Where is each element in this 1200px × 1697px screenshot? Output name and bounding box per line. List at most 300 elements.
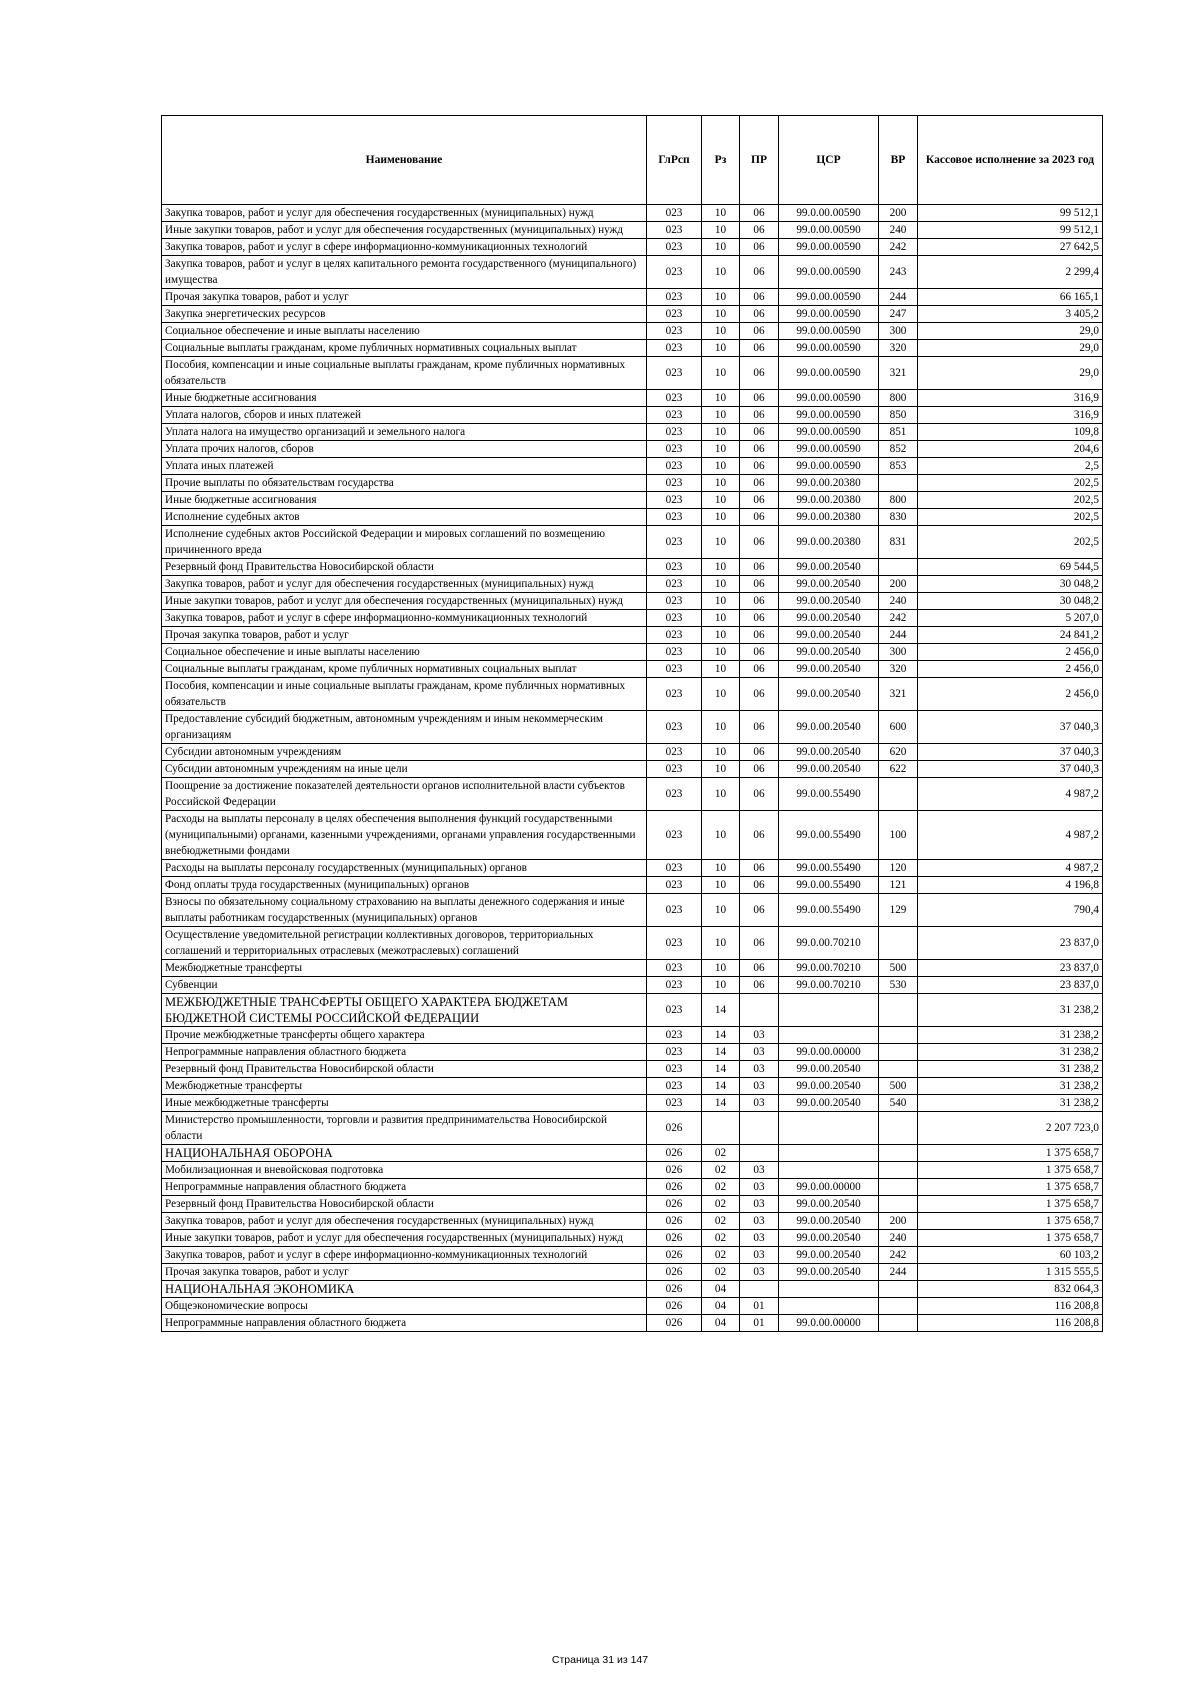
table-row	[162, 1162, 1103, 1179]
cell-pr	[740, 1112, 779, 1145]
cell-pr: 03	[740, 1247, 779, 1264]
cell-glrsp: 023	[647, 894, 702, 927]
table-row	[162, 492, 1103, 509]
cell-glrsp: 026	[647, 1162, 702, 1179]
cell-vr: 600	[879, 711, 918, 744]
cell-csr: 99.0.00.00000	[779, 1179, 879, 1196]
cell-amount: 37 040,3	[918, 761, 1103, 778]
cell-amount: 31 238,2	[918, 1078, 1103, 1095]
cell-csr: 99.0.00.20540	[779, 1230, 879, 1247]
cell-glrsp: 023	[647, 205, 702, 222]
cell-pr: 06	[740, 711, 779, 744]
cell-name: НАЦИОНАЛЬНАЯ ЭКОНОМИКА	[162, 1281, 647, 1298]
cell-glrsp: 023	[647, 661, 702, 678]
cell-vr: 240	[879, 593, 918, 610]
cell-glrsp: 023	[647, 1095, 702, 1112]
cell-vr: 850	[879, 407, 918, 424]
table-row	[162, 357, 1103, 390]
cell-rz: 10	[702, 475, 740, 492]
cell-glrsp: 023	[647, 475, 702, 492]
cell-name: Иные бюджетные ассигнования	[162, 492, 647, 509]
table-row	[162, 661, 1103, 678]
cell-amount: 3 405,2	[918, 306, 1103, 323]
cell-pr: 06	[740, 661, 779, 678]
cell-glrsp: 023	[647, 441, 702, 458]
cell-name: Уплата налогов, сборов и иных платежей	[162, 407, 647, 424]
cell-vr: 100	[879, 811, 918, 860]
cell-csr: 99.0.00.00590	[779, 289, 879, 306]
cell-amount: 5 207,0	[918, 610, 1103, 627]
cell-vr	[879, 1179, 918, 1196]
cell-csr: 99.0.00.20540	[779, 744, 879, 761]
cell-glrsp: 023	[647, 1061, 702, 1078]
cell-amount: 37 040,3	[918, 711, 1103, 744]
cell-amount: 24 841,2	[918, 627, 1103, 644]
cell-rz: 10	[702, 239, 740, 256]
cell-amount: 1 315 555,5	[918, 1264, 1103, 1281]
cell-vr: 300	[879, 644, 918, 661]
table-row	[162, 960, 1103, 977]
cell-rz: 10	[702, 678, 740, 711]
cell-vr: 853	[879, 458, 918, 475]
cell-name: Закупка товаров, работ и услуг для обеспечения государственных (муниципальных) нужд	[162, 1213, 647, 1230]
cell-pr: 03	[740, 1264, 779, 1281]
cell-csr: 99.0.00.00590	[779, 458, 879, 475]
cell-name: Расходы на выплаты персоналу государственных (муниципальных) органов	[162, 860, 647, 877]
cell-vr: 540	[879, 1095, 918, 1112]
cell-rz: 10	[702, 627, 740, 644]
cell-name: НАЦИОНАЛЬНАЯ ОБОРОНА	[162, 1145, 647, 1162]
cell-name: Иные закупки товаров, работ и услуг для обеспечения государственных (муниципальных) нужд	[162, 593, 647, 610]
table-row	[162, 1315, 1103, 1332]
cell-pr	[740, 1281, 779, 1298]
cell-vr	[879, 994, 918, 1027]
cell-glrsp: 023	[647, 960, 702, 977]
cell-rz: 10	[702, 390, 740, 407]
cell-name: Резервный фонд Правительства Новосибирской области	[162, 559, 647, 576]
cell-vr: 321	[879, 678, 918, 711]
cell-pr: 03	[740, 1027, 779, 1044]
cell-amount: 202,5	[918, 509, 1103, 526]
cell-csr: 99.0.00.55490	[779, 894, 879, 927]
cell-csr	[779, 994, 879, 1027]
cell-pr: 06	[740, 811, 779, 860]
cell-glrsp: 023	[647, 1044, 702, 1061]
cell-amount: 116 208,8	[918, 1298, 1103, 1315]
cell-rz: 14	[702, 1044, 740, 1061]
table-row	[162, 711, 1103, 744]
cell-csr: 99.0.00.55490	[779, 778, 879, 811]
cell-pr: 06	[740, 644, 779, 661]
cell-pr: 06	[740, 407, 779, 424]
cell-amount: 30 048,2	[918, 576, 1103, 593]
cell-rz: 10	[702, 877, 740, 894]
cell-csr	[779, 1145, 879, 1162]
cell-name: Прочая закупка товаров, работ и услуг	[162, 1264, 647, 1281]
cell-vr: 500	[879, 960, 918, 977]
cell-glrsp: 023	[647, 778, 702, 811]
cell-vr: 129	[879, 894, 918, 927]
cell-name: Иные межбюджетные трансферты	[162, 1095, 647, 1112]
cell-rz: 04	[702, 1298, 740, 1315]
cell-vr: 242	[879, 239, 918, 256]
cell-pr: 06	[740, 744, 779, 761]
cell-pr: 06	[740, 960, 779, 977]
cell-name: Пособия, компенсации и иные социальные выплаты гражданам, кроме публичных нормативных обязательств	[162, 678, 647, 711]
table-row	[162, 860, 1103, 877]
cell-name: Поощрение за достижение показателей деятельности органов исполнительной власти субъектов Российской Федерации	[162, 778, 647, 811]
cell-name: Расходы на выплаты персоналу в целях обеспечения выполнения функций государственными (муниципальными) органами, казенными учреждениями, органами управления государственными внебюджетными фондами	[162, 811, 647, 860]
cell-vr: 120	[879, 860, 918, 877]
cell-name: Общеэкономические вопросы	[162, 1298, 647, 1315]
cell-name: Социальные выплаты гражданам, кроме публичных нормативных социальных выплат	[162, 340, 647, 357]
cell-csr: 99.0.00.00590	[779, 323, 879, 340]
cell-pr: 06	[740, 509, 779, 526]
cell-name: Исполнение судебных актов Российской Федерации и мировых соглашений по возмещению причиненного вреда	[162, 526, 647, 559]
cell-csr: 99.0.00.20540	[779, 627, 879, 644]
cell-amount: 31 238,2	[918, 1027, 1103, 1044]
table-row	[162, 306, 1103, 323]
cell-rz: 10	[702, 927, 740, 960]
cell-amount: 316,9	[918, 407, 1103, 424]
cell-csr: 99.0.00.20540	[779, 661, 879, 678]
table-row	[162, 475, 1103, 492]
cell-pr: 06	[740, 340, 779, 357]
table-row	[162, 289, 1103, 306]
cell-amount: 31 238,2	[918, 1044, 1103, 1061]
cell-vr: 852	[879, 441, 918, 458]
cell-glrsp: 023	[647, 994, 702, 1027]
table-row	[162, 778, 1103, 811]
cell-csr: 99.0.00.00590	[779, 390, 879, 407]
cell-pr: 06	[740, 205, 779, 222]
table-row	[162, 761, 1103, 778]
cell-vr	[879, 1061, 918, 1078]
cell-csr: 99.0.00.00590	[779, 306, 879, 323]
cell-csr: 99.0.00.20540	[779, 610, 879, 627]
cell-csr: 99.0.00.20540	[779, 1264, 879, 1281]
cell-rz: 10	[702, 644, 740, 661]
cell-rz: 14	[702, 1095, 740, 1112]
cell-rz: 10	[702, 205, 740, 222]
table-row	[162, 744, 1103, 761]
cell-glrsp: 023	[647, 627, 702, 644]
cell-csr: 99.0.00.20540	[779, 1247, 879, 1264]
table-row	[162, 1247, 1103, 1264]
cell-pr: 06	[740, 778, 779, 811]
cell-pr: 06	[740, 492, 779, 509]
cell-vr	[879, 1162, 918, 1179]
cell-pr: 06	[740, 877, 779, 894]
cell-glrsp: 023	[647, 1078, 702, 1095]
cell-rz: 10	[702, 960, 740, 977]
cell-vr: 247	[879, 306, 918, 323]
cell-glrsp: 026	[647, 1112, 702, 1145]
header-glrsp: ГлРсп	[647, 116, 702, 205]
table-row	[162, 1044, 1103, 1061]
cell-vr: 242	[879, 610, 918, 627]
cell-csr: 99.0.00.00590	[779, 424, 879, 441]
cell-amount: 1 375 658,7	[918, 1230, 1103, 1247]
cell-pr: 06	[740, 576, 779, 593]
cell-pr: 06	[740, 256, 779, 289]
table-row	[162, 610, 1103, 627]
cell-csr	[779, 1281, 879, 1298]
cell-name: Взносы по обязательному социальному страхованию на выплаты денежного содержания и иные выплаты работникам государственных (муниципальных) органов	[162, 894, 647, 927]
cell-pr: 06	[740, 390, 779, 407]
table-row	[162, 239, 1103, 256]
table-row	[162, 1179, 1103, 1196]
cell-amount: 202,5	[918, 475, 1103, 492]
cell-csr: 99.0.00.00590	[779, 222, 879, 239]
cell-rz: 10	[702, 306, 740, 323]
cell-amount: 4 196,8	[918, 877, 1103, 894]
cell-csr: 99.0.00.70210	[779, 960, 879, 977]
cell-rz: 10	[702, 357, 740, 390]
cell-rz: 10	[702, 860, 740, 877]
cell-rz: 10	[702, 761, 740, 778]
table-row	[162, 526, 1103, 559]
cell-vr	[879, 1145, 918, 1162]
cell-rz: 02	[702, 1196, 740, 1213]
cell-rz: 10	[702, 441, 740, 458]
cell-glrsp: 023	[647, 492, 702, 509]
table-row	[162, 644, 1103, 661]
cell-glrsp: 023	[647, 407, 702, 424]
cell-name: Субвенции	[162, 977, 647, 994]
cell-amount: 4 987,2	[918, 860, 1103, 877]
cell-name: Межбюджетные трансферты	[162, 1078, 647, 1095]
cell-pr	[740, 994, 779, 1027]
table-row	[162, 593, 1103, 610]
cell-glrsp: 026	[647, 1179, 702, 1196]
cell-name: Субсидии автономным учреждениям	[162, 744, 647, 761]
cell-rz: 10	[702, 458, 740, 475]
cell-name: Мобилизационная и вневойсковая подготовка	[162, 1162, 647, 1179]
cell-glrsp: 023	[647, 340, 702, 357]
cell-glrsp: 023	[647, 458, 702, 475]
cell-pr: 03	[740, 1095, 779, 1112]
cell-csr: 99.0.00.20540	[779, 761, 879, 778]
table-row	[162, 1298, 1103, 1315]
cell-pr: 06	[740, 475, 779, 492]
cell-vr: 800	[879, 390, 918, 407]
cell-csr: 99.0.00.20540	[779, 593, 879, 610]
cell-rz: 10	[702, 977, 740, 994]
cell-glrsp: 026	[647, 1196, 702, 1213]
cell-glrsp: 023	[647, 744, 702, 761]
cell-vr	[879, 1315, 918, 1332]
cell-glrsp: 023	[647, 761, 702, 778]
cell-csr	[779, 1298, 879, 1315]
table-row	[162, 811, 1103, 860]
table-row	[162, 1213, 1103, 1230]
cell-glrsp: 023	[647, 678, 702, 711]
cell-glrsp: 023	[647, 289, 702, 306]
cell-glrsp: 023	[647, 256, 702, 289]
cell-csr: 99.0.00.70210	[779, 977, 879, 994]
cell-amount: 1 375 658,7	[918, 1162, 1103, 1179]
cell-glrsp: 023	[647, 610, 702, 627]
cell-rz: 10	[702, 559, 740, 576]
header-row	[162, 116, 1103, 205]
cell-glrsp: 026	[647, 1298, 702, 1315]
cell-vr	[879, 1298, 918, 1315]
cell-pr: 06	[740, 458, 779, 475]
cell-pr: 03	[740, 1044, 779, 1061]
cell-name: Прочие межбюджетные трансферты общего характера	[162, 1027, 647, 1044]
table-row	[162, 1112, 1103, 1145]
cell-vr: 200	[879, 1213, 918, 1230]
cell-rz: 10	[702, 424, 740, 441]
cell-glrsp: 023	[647, 306, 702, 323]
cell-glrsp: 023	[647, 509, 702, 526]
cell-vr: 320	[879, 661, 918, 678]
cell-pr: 06	[740, 526, 779, 559]
table-row	[162, 222, 1103, 239]
cell-vr: 240	[879, 1230, 918, 1247]
cell-pr: 03	[740, 1162, 779, 1179]
cell-rz: 10	[702, 509, 740, 526]
table-row	[162, 1196, 1103, 1213]
cell-csr: 99.0.00.20540	[779, 1095, 879, 1112]
cell-name: Прочая закупка товаров, работ и услуг	[162, 627, 647, 644]
cell-rz: 14	[702, 1078, 740, 1095]
cell-csr: 99.0.00.20380	[779, 509, 879, 526]
cell-csr: 99.0.00.20540	[779, 644, 879, 661]
cell-amount: 1 375 658,7	[918, 1179, 1103, 1196]
cell-rz: 10	[702, 593, 740, 610]
cell-amount: 832 064,3	[918, 1281, 1103, 1298]
cell-rz: 10	[702, 711, 740, 744]
cell-vr: 851	[879, 424, 918, 441]
cell-vr: 831	[879, 526, 918, 559]
table-row	[162, 424, 1103, 441]
cell-rz: 10	[702, 811, 740, 860]
table-row	[162, 509, 1103, 526]
cell-csr: 99.0.00.20380	[779, 492, 879, 509]
cell-name: Предоставление субсидий бюджетным, автономным учреждениям и иным некоммерческим организациям	[162, 711, 647, 744]
cell-glrsp: 023	[647, 644, 702, 661]
cell-name: Уплата налога на имущество организаций и земельного налога	[162, 424, 647, 441]
cell-amount: 30 048,2	[918, 593, 1103, 610]
cell-glrsp: 023	[647, 860, 702, 877]
cell-name: Закупка товаров, работ и услуг для обеспечения государственных (муниципальных) нужд	[162, 205, 647, 222]
cell-csr: 99.0.00.00590	[779, 205, 879, 222]
cell-amount: 204,6	[918, 441, 1103, 458]
table-row	[162, 407, 1103, 424]
table-row	[162, 994, 1103, 1027]
cell-rz: 02	[702, 1179, 740, 1196]
cell-csr: 99.0.00.20380	[779, 526, 879, 559]
cell-rz: 10	[702, 744, 740, 761]
cell-name: МЕЖБЮДЖЕТНЫЕ ТРАНСФЕРТЫ ОБЩЕГО ХАРАКТЕРА БЮДЖЕТАМ БЮДЖЕТНОЙ СИСТЕМЫ РОССИЙСКОЙ ФЕДЕРАЦИИ	[162, 994, 647, 1027]
cell-pr: 06	[740, 860, 779, 877]
cell-amount: 66 165,1	[918, 289, 1103, 306]
cell-rz: 02	[702, 1230, 740, 1247]
cell-glrsp: 023	[647, 877, 702, 894]
page-number: Страница 31 из 147	[551, 1654, 649, 1666]
cell-csr	[779, 1112, 879, 1145]
cell-csr	[779, 1162, 879, 1179]
cell-vr: 530	[879, 977, 918, 994]
cell-glrsp: 023	[647, 927, 702, 960]
cell-rz: 10	[702, 778, 740, 811]
cell-csr: 99.0.00.00590	[779, 441, 879, 458]
cell-amount: 1 375 658,7	[918, 1145, 1103, 1162]
cell-vr	[879, 1112, 918, 1145]
table-row	[162, 627, 1103, 644]
cell-amount: 202,5	[918, 526, 1103, 559]
cell-csr: 99.0.00.20540	[779, 1061, 879, 1078]
cell-rz: 10	[702, 894, 740, 927]
cell-vr: 200	[879, 576, 918, 593]
cell-name: Закупка товаров, работ и услуг в сфере информационно-коммуникационных технологий	[162, 610, 647, 627]
cell-amount: 29,0	[918, 357, 1103, 390]
table-row	[162, 441, 1103, 458]
cell-name: Министерство промышленности, торговли и развития предпринимательства Новосибирской области	[162, 1112, 647, 1145]
cell-rz: 10	[702, 610, 740, 627]
cell-name: Закупка товаров, работ и услуг в сфере информационно-коммуникационных технологий	[162, 239, 647, 256]
cell-glrsp: 023	[647, 357, 702, 390]
cell-name: Резервный фонд Правительства Новосибирской области	[162, 1061, 647, 1078]
cell-pr: 06	[740, 289, 779, 306]
cell-vr	[879, 1196, 918, 1213]
cell-pr: 06	[740, 222, 779, 239]
cell-name: Социальное обеспечение и иные выплаты населению	[162, 644, 647, 661]
cell-csr: 99.0.00.00590	[779, 340, 879, 357]
cell-rz: 02	[702, 1213, 740, 1230]
cell-csr	[779, 1027, 879, 1044]
cell-pr: 06	[740, 894, 779, 927]
cell-glrsp: 026	[647, 1315, 702, 1332]
table-row	[162, 1264, 1103, 1281]
cell-name: Пособия, компенсации и иные социальные выплаты гражданам, кроме публичных нормативных обязательств	[162, 357, 647, 390]
cell-amount: 1 375 658,7	[918, 1213, 1103, 1230]
cell-glrsp: 023	[647, 576, 702, 593]
cell-pr: 01	[740, 1298, 779, 1315]
cell-csr: 99.0.00.55490	[779, 877, 879, 894]
table-row	[162, 894, 1103, 927]
cell-amount: 31 238,2	[918, 1061, 1103, 1078]
cell-pr: 06	[740, 357, 779, 390]
cell-name: Непрограммные направления областного бюджета	[162, 1044, 647, 1061]
cell-csr: 99.0.00.00590	[779, 239, 879, 256]
cell-csr: 99.0.00.00000	[779, 1315, 879, 1332]
table-row	[162, 927, 1103, 960]
table-row	[162, 1095, 1103, 1112]
cell-vr: 620	[879, 744, 918, 761]
cell-rz: 04	[702, 1281, 740, 1298]
cell-amount: 2 299,4	[918, 256, 1103, 289]
header-csr: ЦСР	[779, 116, 879, 205]
cell-rz: 10	[702, 256, 740, 289]
cell-amount: 29,0	[918, 323, 1103, 340]
table-row	[162, 1281, 1103, 1298]
cell-pr: 06	[740, 927, 779, 960]
cell-glrsp: 026	[647, 1264, 702, 1281]
cell-pr: 03	[740, 1230, 779, 1247]
cell-csr: 99.0.00.20540	[779, 576, 879, 593]
cell-pr: 06	[740, 678, 779, 711]
cell-glrsp: 023	[647, 593, 702, 610]
cell-rz: 10	[702, 661, 740, 678]
cell-name: Субсидии автономным учреждениям на иные цели	[162, 761, 647, 778]
cell-amount: 4 987,2	[918, 811, 1103, 860]
cell-vr: 320	[879, 340, 918, 357]
cell-glrsp: 026	[647, 1213, 702, 1230]
cell-csr: 99.0.00.00590	[779, 256, 879, 289]
